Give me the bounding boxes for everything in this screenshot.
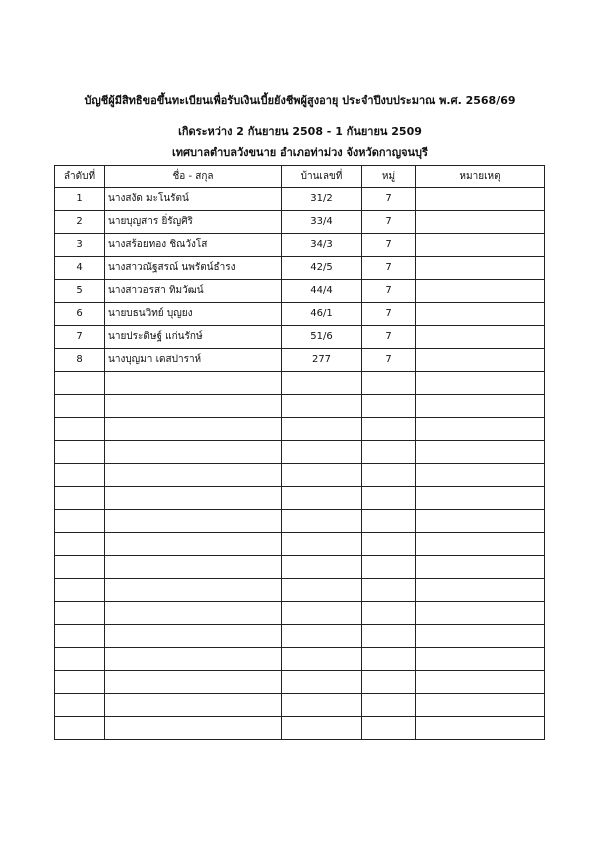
cell-no: 5 — [55, 280, 105, 303]
empty-cell — [55, 487, 105, 510]
empty-cell — [362, 694, 416, 717]
empty-row — [55, 648, 545, 671]
cell-no: 8 — [55, 349, 105, 372]
empty-cell — [416, 694, 545, 717]
empty-cell — [55, 556, 105, 579]
empty-cell — [416, 602, 545, 625]
cell-name: นายบุญสาร ยิ่รัญศิริ — [105, 211, 282, 234]
cell-no: 2 — [55, 211, 105, 234]
empty-cell — [55, 418, 105, 441]
cell-note — [416, 188, 545, 211]
cell-note — [416, 349, 545, 372]
empty-cell — [105, 487, 282, 510]
table-row — [55, 234, 545, 257]
empty-cell — [282, 648, 362, 671]
cell-note — [416, 234, 545, 257]
empty-cell — [416, 625, 545, 648]
table-row — [55, 188, 545, 211]
empty-cell — [416, 579, 545, 602]
cell-house-number: 33/4 — [282, 211, 362, 234]
empty-cell — [55, 510, 105, 533]
table-row — [55, 349, 545, 372]
empty-cell — [282, 510, 362, 533]
empty-cell — [55, 625, 105, 648]
cell-house-number: 46/1 — [282, 303, 362, 326]
empty-cell — [416, 648, 545, 671]
cell-name: นางสงัด มะโนรัตน์ — [105, 188, 282, 211]
empty-cell — [416, 717, 545, 740]
cell-house-number: 44/4 — [282, 280, 362, 303]
empty-cell — [416, 464, 545, 487]
empty-row — [55, 510, 545, 533]
document-subtitle: เกิดระหว่าง 2 กันยายน 2508 - 1 กันยายน 2509 — [178, 125, 422, 138]
table-row — [55, 211, 545, 234]
empty-cell — [105, 694, 282, 717]
empty-row — [55, 625, 545, 648]
header-name: ชื่อ - สกุล — [105, 166, 282, 188]
empty-cell — [362, 418, 416, 441]
organization-line: เทศบาลตำบลวังขนาย อำเภอท่าม่วง จังหวัดกาญจนบุรี — [172, 146, 428, 159]
empty-cell — [362, 579, 416, 602]
empty-cell — [105, 717, 282, 740]
cell-no: 1 — [55, 188, 105, 211]
beneficiary-table — [54, 165, 545, 740]
empty-cell — [55, 602, 105, 625]
header-no: ลำดับที่ — [55, 166, 105, 188]
empty-cell — [105, 441, 282, 464]
empty-cell — [282, 487, 362, 510]
empty-cell — [416, 441, 545, 464]
empty-row — [55, 418, 545, 441]
empty-cell — [362, 533, 416, 556]
cell-moo: 7 — [362, 303, 416, 326]
empty-cell — [105, 418, 282, 441]
empty-cell — [282, 717, 362, 740]
empty-cell — [105, 556, 282, 579]
empty-cell — [416, 372, 545, 395]
cell-note — [416, 326, 545, 349]
table-body — [55, 188, 545, 740]
empty-cell — [105, 671, 282, 694]
empty-cell — [362, 372, 416, 395]
empty-row — [55, 694, 545, 717]
cell-no: 6 — [55, 303, 105, 326]
empty-row — [55, 372, 545, 395]
empty-cell — [105, 602, 282, 625]
table-row — [55, 280, 545, 303]
empty-row — [55, 487, 545, 510]
cell-house-number: 34/3 — [282, 234, 362, 257]
cell-name: นางบุญมา เดสปาราห์ — [105, 349, 282, 372]
empty-cell — [362, 441, 416, 464]
empty-cell — [105, 464, 282, 487]
cell-note — [416, 211, 545, 234]
empty-cell — [416, 533, 545, 556]
empty-cell — [416, 418, 545, 441]
cell-note — [416, 257, 545, 280]
empty-cell — [55, 648, 105, 671]
empty-cell — [55, 671, 105, 694]
empty-row — [55, 441, 545, 464]
cell-note — [416, 303, 545, 326]
empty-cell — [55, 694, 105, 717]
cell-moo: 7 — [362, 188, 416, 211]
empty-cell — [416, 487, 545, 510]
empty-cell — [362, 717, 416, 740]
empty-cell — [282, 418, 362, 441]
table-header-row — [55, 166, 545, 188]
empty-cell — [282, 579, 362, 602]
empty-row — [55, 556, 545, 579]
empty-cell — [416, 395, 545, 418]
cell-house-number: 51/6 — [282, 326, 362, 349]
empty-cell — [362, 671, 416, 694]
empty-cell — [416, 510, 545, 533]
empty-cell — [55, 579, 105, 602]
empty-row — [55, 717, 545, 740]
empty-cell — [282, 395, 362, 418]
cell-note — [416, 280, 545, 303]
empty-row — [55, 464, 545, 487]
cell-house-number: 42/5 — [282, 257, 362, 280]
empty-cell — [362, 625, 416, 648]
table-row — [55, 303, 545, 326]
cell-house-number: 277 — [282, 349, 362, 372]
document-title: บัญชีผู้มีสิทธิขอขึ้นทะเบียนเพื่อรับเงินเบี้ยยังชีพผู้สูงอายุ ประจำปีงบประมาณ พ.ศ. 2568/69 — [84, 94, 516, 107]
empty-cell — [55, 717, 105, 740]
cell-moo: 7 — [362, 257, 416, 280]
empty-cell — [416, 671, 545, 694]
empty-cell — [416, 556, 545, 579]
empty-cell — [282, 671, 362, 694]
empty-cell — [362, 556, 416, 579]
empty-cell — [55, 464, 105, 487]
cell-no: 7 — [55, 326, 105, 349]
cell-no: 4 — [55, 257, 105, 280]
empty-cell — [55, 372, 105, 395]
empty-cell — [105, 395, 282, 418]
empty-row — [55, 602, 545, 625]
empty-cell — [105, 625, 282, 648]
empty-cell — [282, 556, 362, 579]
table-row — [55, 326, 545, 349]
empty-cell — [105, 579, 282, 602]
empty-cell — [362, 602, 416, 625]
empty-cell — [362, 464, 416, 487]
cell-moo: 7 — [362, 349, 416, 372]
empty-row — [55, 395, 545, 418]
empty-cell — [282, 533, 362, 556]
cell-name: นายประดิษฐ์ แก่นรักษ์ — [105, 326, 282, 349]
empty-cell — [105, 533, 282, 556]
empty-cell — [282, 694, 362, 717]
empty-row — [55, 671, 545, 694]
empty-cell — [362, 648, 416, 671]
cell-moo: 7 — [362, 211, 416, 234]
empty-row — [55, 533, 545, 556]
empty-cell — [105, 510, 282, 533]
empty-cell — [362, 510, 416, 533]
cell-no: 3 — [55, 234, 105, 257]
empty-cell — [282, 372, 362, 395]
cell-moo: 7 — [362, 326, 416, 349]
cell-name: นางสาวอรสา ทิมวัฒน์ — [105, 280, 282, 303]
header-moo: หมู่ — [362, 166, 416, 188]
table-row — [55, 257, 545, 280]
cell-name: นางสร้อยทอง ชิณวังโส — [105, 234, 282, 257]
empty-cell — [105, 372, 282, 395]
empty-cell — [55, 533, 105, 556]
empty-cell — [362, 395, 416, 418]
empty-cell — [282, 625, 362, 648]
empty-cell — [282, 464, 362, 487]
cell-moo: 7 — [362, 234, 416, 257]
cell-moo: 7 — [362, 280, 416, 303]
empty-cell — [282, 602, 362, 625]
header-house-number: บ้านเลขที่ — [282, 166, 362, 188]
header-note: หมายเหตุ — [416, 166, 545, 188]
empty-row — [55, 579, 545, 602]
empty-cell — [362, 487, 416, 510]
empty-cell — [105, 648, 282, 671]
empty-cell — [282, 441, 362, 464]
empty-cell — [55, 441, 105, 464]
cell-name: นางสาวณัฐสรณ์ นพรัตน์ธำรง — [105, 257, 282, 280]
cell-house-number: 31/2 — [282, 188, 362, 211]
cell-name: นายบธนวิทย์ บุญยง — [105, 303, 282, 326]
empty-cell — [55, 395, 105, 418]
